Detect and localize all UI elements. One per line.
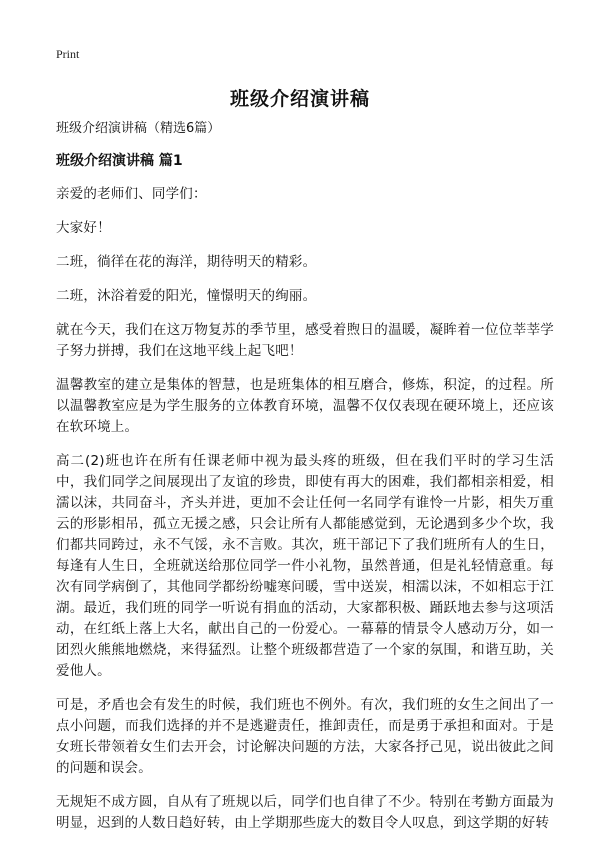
section-heading: 班级介绍演讲稿 篇1 — [56, 153, 183, 169]
document-subtitle: 班级介绍演讲稿（精选6篇） — [56, 121, 221, 136]
paragraph-greeting: 亲爱的老师们、同学们： — [56, 186, 207, 202]
paragraph-hello: 大家好！ — [56, 220, 111, 236]
document-body — [56, 117, 554, 847]
paragraph: 二班，沐浴着爱的阳光，憧憬明天的绚丽。 — [56, 288, 317, 304]
paragraph: 二班，徜徉在花的海洋，期待明天的精彩。 — [56, 254, 317, 270]
paragraph: 无规矩不成方圆，自从有了班规以后，同学们也自律了不少。特别在考勤方面最为明显，迟到的人数日趋好转，由上学期那些庞大的数目令人叹息，到这学期的好转 — [56, 794, 554, 831]
page-title: 班级介绍演讲稿 — [229, 88, 370, 110]
paragraph: 高二(2)班也许在所有任课老师中视为最头疼的班级，但在我们平时的学习生活中，我们同学之间展现出了友谊的珍贵，即使有再大的困难，我们都相亲相爱，相濡以沫，共同奋斗，齐头并进，更加不会让任何一名同学有谁怜一片影，相失万重云的形影相吊，孤立无援之感，只会让所有人都能感觉到，无论遇到多少个坎，我们都共同跨过，永不气馁，永不言败。其次，班干部记下了我们班所有人的生日，每逢有人生日，全班就送给那位同学一件小礼物，虽然普通，但是礼轻情意重。每次有同学病倒了，其他同学都纷纷嘘寒问暖，雪中送炭，相濡以沫，不如相忘于江湖。最近，我们班的同学一听说有捐血的活动，大家都积极、踊跃地去参与这项活动，在红纸上落上大名，献出自己的一份爱心。一幕幕的情景令人感动万分，如一团烈火熊熊地燃烧，来得猛烈。让整个班级都营造了一个家的氛围，和谐互助，关爱他人。 — [56, 453, 554, 679]
paragraph: 温馨教室的建立是集体的智慧，也是班集体的相互磨合，修炼，积淀，的过程。所以温馨教室应是为学生服务的立体教育环境，温馨不仅仅表现在硬环境上，还应该在软环境上。 — [56, 377, 554, 435]
paragraph: 可是，矛盾也会有发生的时候，我们班也不例外。有次，我们班的女生之间出了一点小问题，而我们选择的并不是逃避责任，推卸责任，而是勇于承担和面对。于是女班长带领着女生们去开会，讨论解决问题的方法，大家各抒己见，说出彼此之间的问题和误会。 — [56, 697, 554, 776]
print-link[interactable]: Print — [56, 47, 80, 61]
paragraph: 就在今天，我们在这万物复苏的季节里，感受着煦日的温暖，凝眸着一位位莘莘学子努力拼搏，我们在这地平线上起飞吧！ — [56, 322, 554, 359]
